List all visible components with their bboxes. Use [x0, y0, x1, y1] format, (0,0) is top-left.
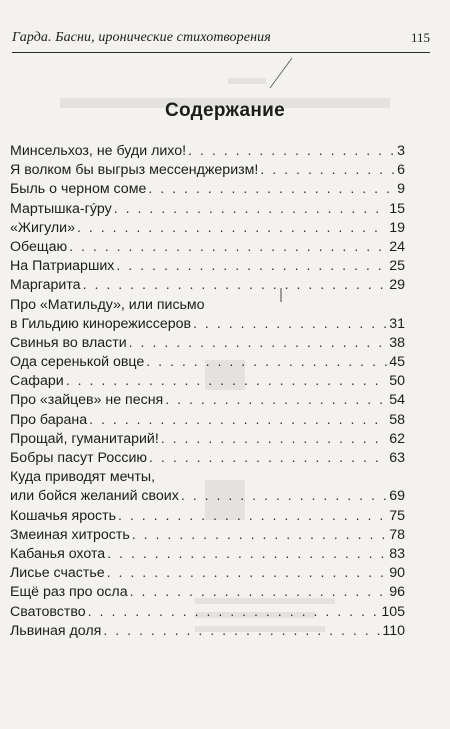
toc-dot-leader	[161, 430, 387, 449]
toc-entry-title: Куда приводят мечты,	[10, 469, 156, 486]
toc-entry	[10, 391, 405, 410]
toc-entry	[10, 622, 405, 641]
toc-entry	[10, 564, 405, 583]
toc-entry-line	[10, 526, 405, 545]
toc-entry-title: Львиная доля	[10, 622, 102, 639]
toc-entry-line	[10, 411, 405, 430]
toc-entry-title: Про барана	[10, 411, 88, 428]
toc-entry	[10, 583, 405, 602]
toc-entry-title: Ода серенькой овце	[10, 354, 145, 371]
toc-entry-title: Я волком бы выгрыз мессенджеризм!	[10, 162, 259, 179]
toc-entry-title: Прощай, гуманитарий!	[10, 430, 159, 447]
toc-entry-line	[10, 622, 405, 641]
toc-entry-page: 50	[389, 373, 405, 390]
toc-dot-leader	[129, 334, 388, 353]
toc-entry-page: 45	[389, 354, 405, 371]
toc-entry-title: Про «зайцев» не песня	[10, 392, 164, 409]
toc-dot-leader	[88, 603, 380, 622]
toc-dot-leader	[83, 276, 388, 295]
toc-entry-line	[10, 200, 405, 219]
toc-entry-page: 24	[389, 238, 405, 255]
toc-entry-page: 62	[389, 430, 405, 447]
toc-entry	[10, 238, 405, 257]
pen-mark	[270, 58, 292, 88]
toc-entry-line	[10, 276, 405, 295]
toc-dot-leader	[103, 622, 380, 641]
toc-dot-leader	[188, 142, 395, 161]
toc-entry	[10, 449, 405, 468]
page-number: 115	[410, 30, 430, 45]
toc-entry-line	[10, 180, 405, 199]
toc-entry	[10, 468, 405, 506]
toc-entry-line	[10, 161, 405, 180]
toc-dot-leader	[165, 391, 387, 410]
toc-entry	[10, 142, 405, 161]
toc-dot-leader	[89, 411, 387, 430]
toc-entry-page: 96	[389, 584, 405, 601]
toc-entry-line	[10, 430, 405, 449]
toc-entry-page: 19	[389, 219, 405, 236]
toc-dot-leader	[132, 526, 387, 545]
toc-entry-title: Минсельхоз, не буди лихо!	[10, 143, 187, 159]
toc-entry-page: 63	[389, 450, 405, 466]
toc-entry-page: 78	[389, 526, 405, 543]
toc-entry	[10, 296, 405, 334]
toc-entry-line	[10, 391, 405, 410]
toc-entry	[10, 276, 405, 295]
toc-entry	[10, 545, 405, 564]
toc-dot-leader	[107, 564, 388, 583]
toc-entry	[10, 507, 405, 526]
toc-dot-leader	[260, 161, 395, 180]
toc-entry-title: Бобры пасут Россию	[10, 450, 148, 466]
running-title: Гарда. Басни, иронические стихотворения	[12, 30, 271, 45]
toc-entry-title: Свинья во власти	[10, 334, 127, 351]
toc-entry	[10, 219, 405, 238]
toc-entry-title: Про «Матильду», или письмо	[10, 296, 205, 313]
toc-entry-page: 38	[389, 334, 405, 351]
toc-entry-title: Сафари	[10, 373, 64, 390]
toc-entry	[10, 334, 405, 353]
toc-entry-line	[10, 219, 405, 238]
toc-entry-line	[10, 334, 405, 353]
toc-entry-title: Лисье счастье	[10, 565, 105, 582]
toc-dot-leader	[130, 583, 388, 602]
toc-dot-leader	[114, 200, 387, 219]
toc-entry-line	[10, 545, 405, 564]
toc-entry-line	[10, 603, 405, 622]
toc-entry-title: Сватовство	[10, 603, 86, 620]
toc-dot-leader	[116, 257, 387, 276]
toc-entry-page: 9	[397, 181, 405, 198]
toc-dot-leader	[149, 449, 387, 468]
toc-entry-title: Мартышка-гýру	[10, 200, 112, 217]
toc-entry-page: 25	[389, 258, 405, 275]
toc-entry	[10, 200, 405, 219]
toc-entry	[10, 372, 405, 391]
toc-dot-leader	[146, 353, 387, 372]
toc-entry	[10, 161, 405, 180]
toc-entry-line	[10, 315, 405, 334]
toc-entry-line	[10, 142, 405, 161]
toc-entry	[10, 430, 405, 449]
toc-dot-leader	[66, 372, 388, 391]
toc-entry-title: Змеиная хитрость	[10, 526, 130, 543]
toc-entry-title: «Жигули»	[10, 219, 75, 236]
toc-entry-page: 110	[382, 622, 405, 639]
toc-entry-title: в Гильдию кинорежиссеров	[10, 315, 192, 332]
toc-entry-title: или бойся желаний своих	[10, 488, 179, 505]
toc-entry-page: 3	[397, 143, 405, 159]
toc-entry-line	[10, 257, 405, 276]
toc-entry-title: Маргарита	[10, 277, 81, 294]
toc-entry-title: Кошачья ярость	[10, 507, 116, 524]
toc-entry-line	[10, 487, 405, 506]
toc-entry-page: 69	[389, 488, 405, 505]
table-of-contents	[10, 142, 405, 641]
toc-entry	[10, 526, 405, 545]
toc-entry-line	[10, 564, 405, 583]
toc-entry-page: 29	[389, 277, 405, 294]
toc-dot-leader	[107, 545, 387, 564]
toc-entry-line	[10, 507, 405, 526]
toc-entry-line-continued	[10, 468, 405, 487]
toc-dot-leader	[118, 507, 387, 526]
toc-entry-page: 54	[389, 392, 405, 409]
toc-entry	[10, 257, 405, 276]
toc-dot-leader	[193, 315, 387, 334]
toc-entry-line	[10, 238, 405, 257]
toc-entry	[10, 353, 405, 372]
toc-entry-title: Кабанья охота	[10, 545, 106, 562]
toc-entry-page: 58	[389, 411, 405, 428]
toc-dot-leader	[181, 487, 387, 506]
toc-entry-page: 6	[397, 162, 405, 179]
toc-entry-line-continued	[10, 296, 405, 315]
toc-entry-line	[10, 449, 405, 468]
toc-entry-page: 105	[381, 603, 405, 620]
toc-entry-page: 31	[389, 315, 405, 332]
toc-entry-page: 90	[389, 565, 405, 582]
toc-entry-page: 83	[389, 545, 405, 562]
toc-entry-title: Ещё раз про осла	[10, 584, 128, 601]
toc-dot-leader	[148, 180, 395, 199]
toc-dot-leader	[69, 238, 387, 257]
toc-entry-line	[10, 353, 405, 372]
toc-entry-page: 15	[389, 200, 405, 217]
toc-entry	[10, 603, 405, 622]
toc-heading: Содержание	[164, 100, 286, 121]
toc-entry-line	[10, 583, 405, 602]
running-header	[12, 30, 430, 53]
toc-entry	[10, 411, 405, 430]
toc-dot-leader	[77, 219, 387, 238]
toc-entry-title: Быль о черном соме	[10, 181, 147, 198]
toc-entry	[10, 180, 405, 199]
toc-entry-title: На Патриарших	[10, 258, 115, 275]
toc-entry-line	[10, 372, 405, 391]
toc-entry-title: Обещаю	[10, 238, 68, 255]
toc-entry-page: 75	[389, 507, 405, 524]
